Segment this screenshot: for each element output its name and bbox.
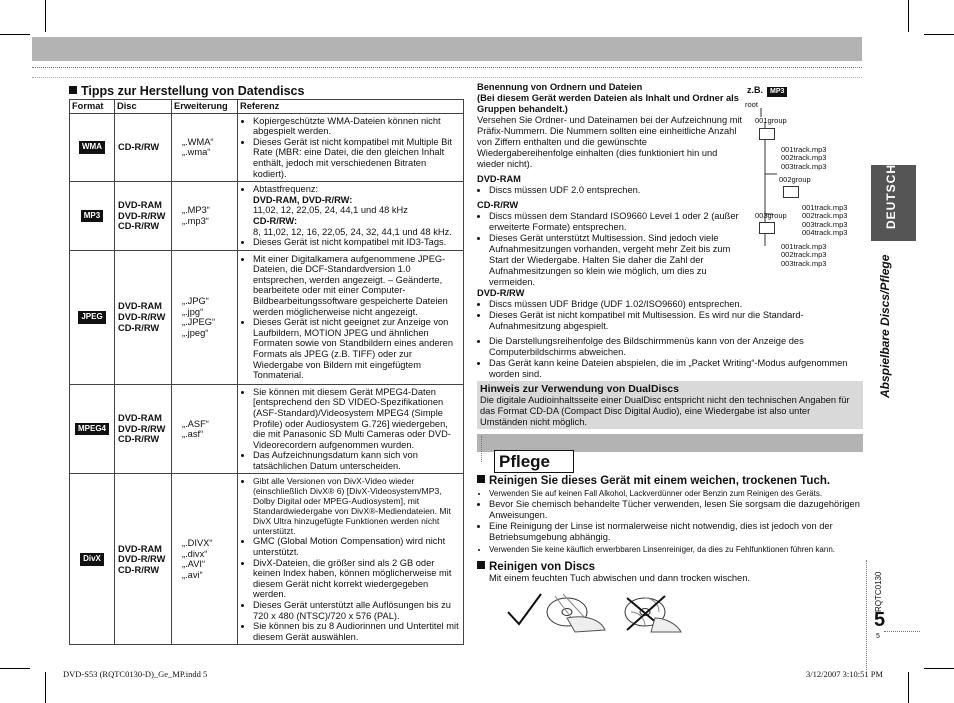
pflege-text: Mit einem feuchten Tuch abwischen und dann trocken wischen. <box>489 573 750 583</box>
crop-mark <box>0 34 30 35</box>
naming-title: Benennung von Ordnern und Dateien <box>477 82 643 92</box>
reference-value: 8, 11,02, 12, 16, 22,05, 24, 32, 44,1 und 48 kHz. <box>253 226 452 237</box>
table-row <box>70 384 464 474</box>
table-row <box>70 113 464 182</box>
example-label: z.B. <box>747 85 764 95</box>
crop-mark <box>908 672 909 703</box>
extension: „.AVI“ <box>182 559 206 570</box>
naming-text: Versehen Sie Ordner- und Dateinamen bei der Aufzeichnung mit Präfix-Nummern. Die Nummern sollten eine einheitliche Anzahl von Ziffern enthalten und die gewünschte Wiedergabereihenfolge einhalten (dies funktioniert hin und wieder nicht). <box>477 115 743 169</box>
folder-icon <box>783 186 799 198</box>
crop-mark <box>924 668 954 669</box>
format-table <box>69 99 464 645</box>
disc-cleaning-illustration <box>505 590 685 634</box>
subheading-dvdram: DVD-RAM <box>477 174 521 184</box>
pflege-section <box>477 475 867 584</box>
col-header: Referenz <box>238 100 464 114</box>
crop-mark <box>924 34 954 35</box>
doc-code: RQTC0130 <box>874 571 883 612</box>
file-name: 001track.mp3 <box>781 242 827 251</box>
list-item: • Dieses Gerät unterstützt Multisession. Sind jedoch viele Aufnahmesitzungen vorhanden, vergeht mehr Zeit bis zum Start der Wiedergabe. Halten Sie daher die Zahl der Aufnahmesitzungen so klein wie möglich, um dies zu vermeiden. <box>489 233 745 288</box>
list-item: • Dieses Gerät ist nicht kompatibel mit Multisession. Es wird nur die Standard-Aufnahmesitzung abgespielt. <box>489 310 863 332</box>
reference-label: DVD-RAM, DVD-R/RW: <box>253 194 353 205</box>
reference-item: • Kopiergeschützte WMA-Dateien können nicht abgespielt werden. <box>253 116 460 137</box>
folder-icon <box>759 128 775 140</box>
reference-item: • GMC (Global Motion Compensation) wird nicht unterstützt. <box>253 536 460 557</box>
subheading-cdrw: CD-R/RW <box>477 200 519 210</box>
reference-item: • Dieses Gerät ist nicht kompatibel mit ID3-Tags. <box>253 237 460 248</box>
disc-type: DVD-R/RW <box>118 210 166 221</box>
list-item: • Discs müssen dem Standard ISO9660 Level 1 oder 2 (außer erweiterte Formate) entsprechen. <box>489 211 745 233</box>
extension: „.WMA“ <box>182 136 214 147</box>
section-title: Tipps zur Herstellung von Datendiscs <box>69 84 304 98</box>
list-item: • Bevor Sie chemisch behandelte Tücher verwenden, lesen Sie sorgsam die dazugehörigen Anweisungen. <box>489 499 867 521</box>
check-icon <box>508 594 541 624</box>
list-item: • Das Gerät kann keine Dateien abspielen, die im „Packet Writing“-Modus aufgenommen worden sind. <box>489 358 863 380</box>
col-header: Erweiterung <box>172 100 238 114</box>
disc-type: DVD-RAM <box>118 413 162 424</box>
header-bar <box>32 37 862 61</box>
language-tab <box>871 165 916 241</box>
note-title: Hinweis zur Verwendung von DualDiscs <box>480 383 679 395</box>
file-name: 002track.mp3 <box>781 250 827 260</box>
note-text: Die digitale Audioinhaltsseite einer DualDisc entspricht nicht den technischen Angaben für das Format CD-DA (Compact Disc Digital Audio), eine Wiedergabe ist also unter Umständen nicht möglich. <box>480 395 850 427</box>
reference-item: • Dieses Gerät ist nicht kompatibel mit Multiple Bit Rate (MBR: eine Datei, die den gleichen Inhalt enthält, jedoch mit verschiedenen Bitraten kodiert). <box>253 137 460 179</box>
naming-section <box>477 82 745 288</box>
disc-type: DVD-R/RW <box>118 311 166 322</box>
reference-item: Abtastfrequenz: <box>253 184 319 195</box>
subheading-dvdr: DVD-R/RW <box>477 288 525 298</box>
extension: „.ASF“ <box>182 418 209 429</box>
col-header: Disc <box>115 100 172 114</box>
extension: „.mp3“ <box>182 215 209 226</box>
reference-item: • DivX-Dateien, die größer sind als 2 GB oder keinen Index haben, können möglicherweise mit diesem Gerät nicht korrekt wiedergegeben werden. <box>253 558 460 600</box>
disc-type: CD-R/RW <box>118 434 160 445</box>
group-label: group <box>767 116 787 125</box>
naming-section-2 <box>477 288 863 380</box>
table-row <box>70 250 464 384</box>
crop-mark <box>45 672 46 703</box>
language-label: DEUTSCH <box>884 163 898 229</box>
list-item: • Discs müssen UDF 2.0 entsprechen. <box>489 185 745 196</box>
crop-mark <box>45 0 46 32</box>
file-name: 004track.mp3 <box>802 227 848 237</box>
extension: „.wma“ <box>182 147 211 158</box>
group-number: 002 <box>779 175 792 184</box>
page-number-small: 5 <box>876 633 880 640</box>
naming-subtitle: (Bei diesem Gerät werden Dateien als Inhalt und Ordner als Gruppen behandelt.) <box>477 93 739 114</box>
table-row <box>70 474 464 645</box>
group-label: group <box>767 211 787 220</box>
divider <box>32 67 862 68</box>
crop-mark <box>0 668 30 669</box>
reference-label: CD-R/RW: <box>253 215 298 226</box>
disc-type: CD-R/RW <box>118 221 160 232</box>
file-name: 001track.mp3 <box>781 145 827 154</box>
reference-item: • Gibt alle Versionen von DivX-Video wieder (einschließlich DivX® 6) [DivX-Videosystem/MP3, Dolby Digital oder MPEG-Audiosystem], mit Standardwiedergabe von DivX®-Mediendateien. Mit DivX Ultra hinzugefügte Funktionen werden nicht unterstützt. <box>253 476 460 536</box>
list-item: • Die Darstellungsreihenfolge des Bildschirmmenüs kann von der Anzeige des Computerbildschirms abweichen. <box>489 336 863 358</box>
pflege-heading: Reinigen von Discs <box>489 561 596 573</box>
footer-timestamp: 3/12/2007 3:10:51 PM <box>806 669 883 679</box>
file-name: 001track.mp3 <box>802 203 848 212</box>
group-number: 003 <box>755 211 768 220</box>
table-header-row <box>70 100 464 114</box>
reference-item: • Dieses Gerät ist nicht geeignet zur Anzeige von Laufbildern, MOTION JPEG und ähnlichen Formaten sowie von Standbildern eines anderen Formats als JPEG (z.B. TIFF) oder zur Wiedergabe von Bildern mit eingefügtem Tonmaterial. <box>253 317 460 381</box>
reference-value: 11,02, 12, 22,05, 24, 44,1 und 48 kHz <box>253 205 408 216</box>
side-section-title: Abspielbare Discs/Pflege <box>878 254 892 398</box>
file-name: 002track.mp3 <box>802 211 848 221</box>
reference-item: • Dieses Gerät unterstützt alle Auflösungen bis zu 720 x 480 (NTSC)/720 x 576 (PAL). <box>253 600 460 621</box>
disc-type: CD-R/RW <box>118 142 160 153</box>
pflege-title: Pflege <box>494 450 574 473</box>
file-name: 003track.mp3 <box>781 161 827 171</box>
disc-type: DVD-R/RW <box>118 423 166 434</box>
reference-item: • Das Aufzeichnungsdatum kann sich von tatsächlichen Datum unterscheiden. <box>253 450 460 471</box>
extension: „.JPEG“ <box>182 317 216 328</box>
file-name: 003track.mp3 <box>802 219 848 229</box>
disc-type: DVD-RAM <box>118 543 162 554</box>
list-item: • Verwenden Sie auf keinen Fall Alkohol, Lackverdünner oder Benzin zum Reinigen des Geräts. <box>489 489 867 499</box>
reference-item: • Mit einer Digitalkamera aufgenommene JPEG-Dateien, die DCF-Standardversion 1.0 entsprechen, werden angezeigt. – Geänderte, bearbeitete oder mit einer Computer-Bildbearbeitungssoftware gespeicherte Dateien werden möglicherweise nicht angezeigt. <box>253 254 460 318</box>
format-badge: MP3 <box>767 87 787 97</box>
pflege-heading: Reinigen Sie dieses Gerät mit einem weichen, trockenen Tuch. <box>489 475 831 487</box>
footer-file: DVD-S53 (RQTC0130-D)_Ge_MP.indd 5 <box>63 669 208 679</box>
list-item: • Eine Reinigung der Linse ist normalerweise nicht notwendig, dies ist jedoch von der Betriebsumgebung abhängig. <box>489 521 867 543</box>
format-badge: MP3 <box>81 210 103 223</box>
format-badge: MPEG4 <box>75 423 109 436</box>
disc-type: DVD-R/RW <box>118 554 166 565</box>
disc-type: DVD-RAM <box>118 200 162 211</box>
extension: „.jpg“ <box>182 306 204 317</box>
disc-type: CD-R/RW <box>118 564 160 575</box>
disc-type: DVD-RAM <box>118 301 162 312</box>
divider <box>866 560 867 670</box>
group-label: group <box>791 175 811 184</box>
list-item: • Verwenden Sie keine käuflich erwerbbaren Linsenreiniger, da dies zu Fehlfunktionen führen kann. <box>489 545 867 555</box>
extension: „.DIVX“ <box>182 538 213 549</box>
extension: „.asf“ <box>182 429 204 440</box>
file-name: 002track.mp3 <box>781 153 827 163</box>
dualdisc-note <box>477 381 863 429</box>
format-badge: JPEG <box>78 311 105 324</box>
reference-item: • Sie können bis zu 8 Audiorinnen und Untertitel mit diesem Gerät auswählen. <box>253 621 460 642</box>
disc-type: CD-R/RW <box>118 322 160 333</box>
divider <box>884 631 920 632</box>
root-label: root <box>745 100 758 109</box>
extension: „.JPG“ <box>182 296 209 307</box>
group-number: 001 <box>755 116 768 125</box>
extension: „.divx“ <box>182 548 208 559</box>
file-name: 003track.mp3 <box>781 258 827 268</box>
crop-mark <box>908 0 909 32</box>
page-number: 5 <box>874 609 886 631</box>
format-badge: WMA <box>79 141 105 154</box>
format-badge: DivX <box>80 553 104 566</box>
folder-icon <box>759 222 775 234</box>
extension: „.avi“ <box>182 570 203 581</box>
reference-item: • Sie können mit diesem Gerät MPEG4-Daten [entsprechend den SD VIDEO-Spezifikationen (ASF-Standard)/Videosystem MPEG4 (Simple Profile) oder Audiosystem G.726] wiedergeben, die mit Panasonic SD Multi Cameras oder DVD-Videorecordern aufgenommen wurden. <box>253 387 460 451</box>
extension: „.MP3“ <box>182 205 210 216</box>
extension: „.jpeg“ <box>182 327 209 338</box>
folder-tree <box>745 86 863 276</box>
divider <box>481 436 482 462</box>
table-row <box>70 182 464 251</box>
divider <box>32 77 862 78</box>
col-header: Format <box>70 100 115 114</box>
list-item: • Discs müssen UDF Bridge (UDF 1.02/ISO9660) entsprechen. <box>489 299 863 310</box>
